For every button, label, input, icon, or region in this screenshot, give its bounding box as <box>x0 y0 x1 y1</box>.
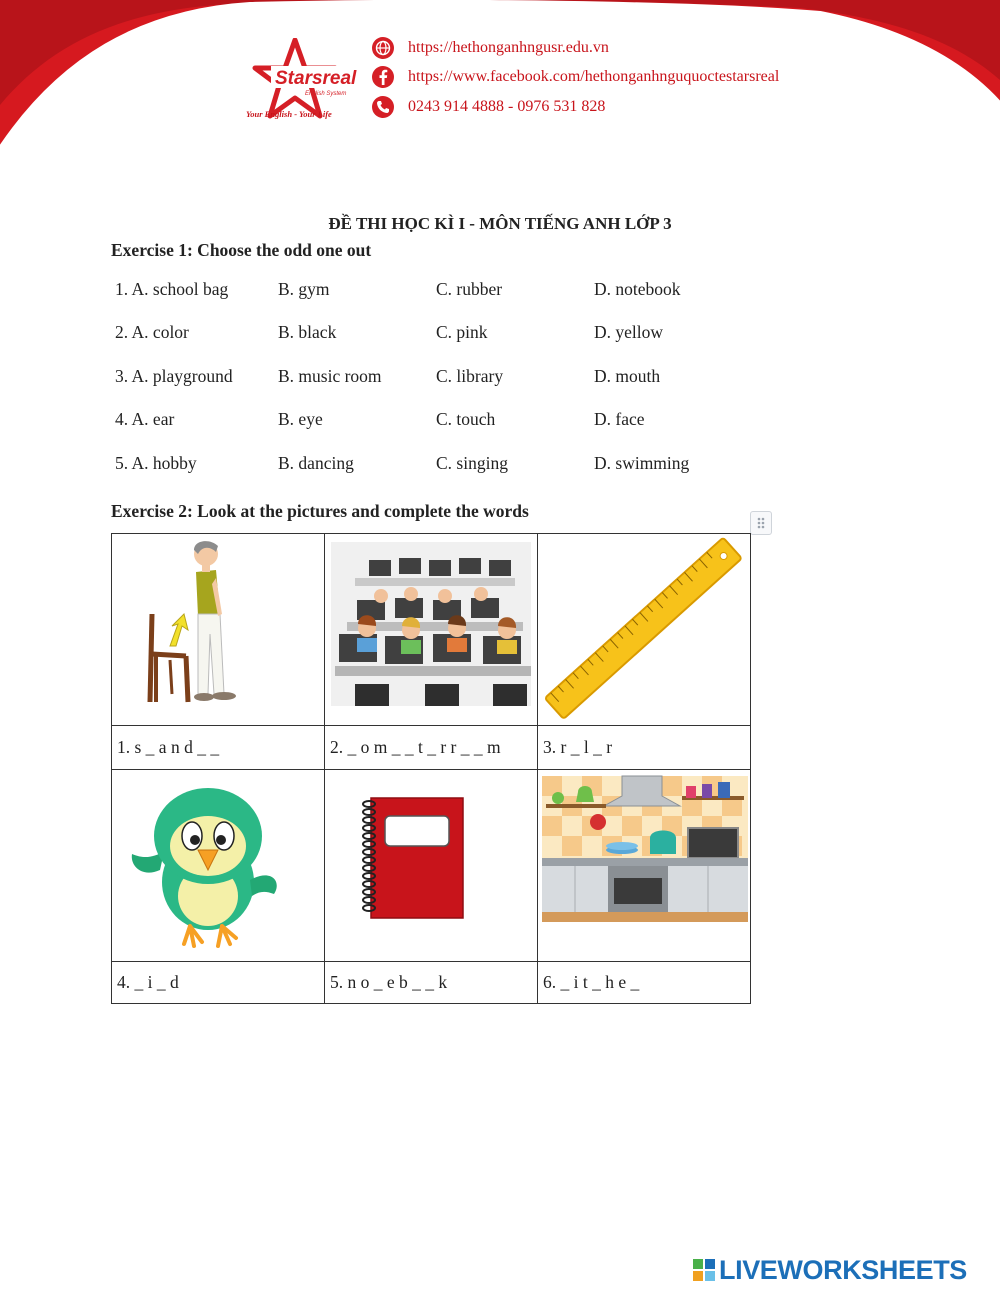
facebook-link[interactable]: https://www.facebook.com/hethonganhnguquoctestarsreal <box>408 68 780 85</box>
question-row <box>115 409 815 433</box>
option-a: 5. A. hobby <box>115 453 197 473</box>
facebook-contact <box>372 65 972 89</box>
exercise-2-heading: Exercise 2: Look at the pictures and complete the words <box>111 501 529 521</box>
bird-picture <box>112 770 324 961</box>
phone-number: 0243 914 4888 - 0976 531 828 <box>408 98 606 115</box>
notebook-picture <box>325 770 537 961</box>
option-b: B. black <box>278 322 337 342</box>
option-c: C. pink <box>436 322 488 342</box>
website-link[interactable]: https://hethonganhngusr.edu.vn <box>408 39 609 56</box>
kitchen-picture <box>538 770 750 961</box>
facebook-icon <box>372 66 394 88</box>
word-label-1: 1. s _ a n d _ _ <box>117 737 220 757</box>
option-b: B. eye <box>278 409 323 429</box>
option-a: 1. A. school bag <box>115 279 229 299</box>
logo-subtitle: English System <box>305 91 347 97</box>
word-label-2: 2. _ o m _ _ t _ r r _ _ m <box>330 737 501 757</box>
website-contact <box>372 36 972 60</box>
exercise-1-heading: Exercise 1: Choose the odd one out <box>111 240 372 260</box>
man-standing-up-picture <box>112 534 324 725</box>
option-a: 4. A. ear <box>115 409 175 429</box>
option-c: C. rubber <box>436 279 503 299</box>
liveworksheets-icon <box>693 1259 715 1281</box>
word-label-4: 4. _ i _ d <box>117 972 179 992</box>
option-c: C. library <box>436 366 504 386</box>
word-label-5: 5. n o _ e b _ _ k <box>330 972 448 992</box>
ruler-picture <box>538 534 750 725</box>
liveworksheets-logo[interactable] <box>693 1255 967 1285</box>
option-d: D. notebook <box>594 279 681 299</box>
option-c: C. touch <box>436 409 496 429</box>
question-row <box>115 366 815 390</box>
option-c: C. singing <box>436 453 508 473</box>
option-a: 2. A. color <box>115 322 189 342</box>
option-d: D. mouth <box>594 366 661 386</box>
page-title: ĐỀ THI HỌC KÌ I - MÔN TIẾNG ANH LỚP 3 <box>328 214 672 233</box>
liveworksheets-brand: LIVEWORKSHEETS <box>719 1254 967 1285</box>
logo-name: Starsreal <box>275 68 357 89</box>
word-label-3: 3. r _ l _ r <box>543 737 613 757</box>
option-b: B. dancing <box>278 453 354 473</box>
word-label-6: 6. _ i t _ h e _ <box>543 972 640 992</box>
option-d: D. face <box>594 409 645 429</box>
question-row <box>115 322 815 346</box>
option-b: B. gym <box>278 279 330 299</box>
picture-word-table <box>111 533 751 1004</box>
phone-contact <box>372 95 972 119</box>
logo-slogan: Your English - Your Life <box>246 109 332 119</box>
computer-room-picture <box>325 534 537 725</box>
option-a: 3. A. playground <box>115 366 233 386</box>
phone-icon <box>372 96 394 118</box>
question-row <box>115 453 815 477</box>
option-b: B. music room <box>278 366 382 386</box>
option-d: D. yellow <box>594 322 664 342</box>
globe-icon <box>372 37 394 59</box>
drag-handle-icon[interactable] <box>750 511 772 535</box>
option-d: D. swimming <box>594 453 690 473</box>
question-row <box>115 279 815 303</box>
